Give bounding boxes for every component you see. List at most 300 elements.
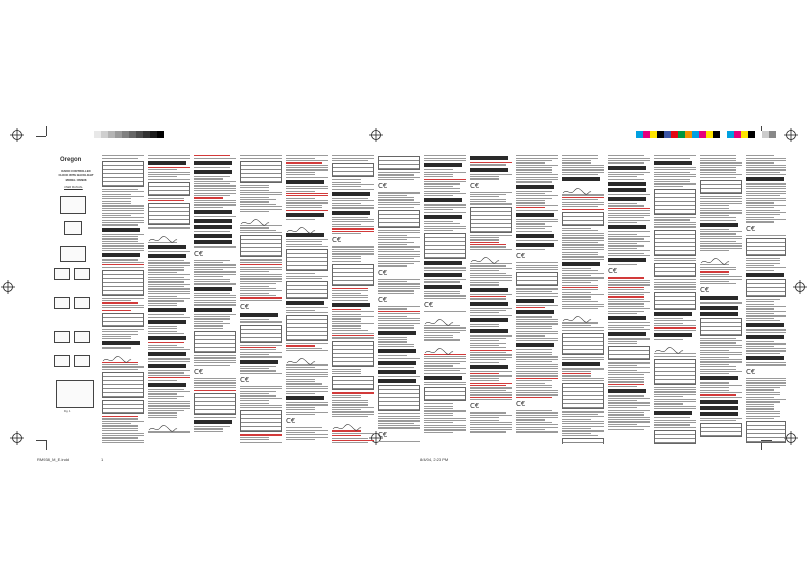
text-line <box>562 252 598 253</box>
text-line <box>194 378 236 379</box>
text-line <box>332 323 374 324</box>
text-line <box>654 186 683 187</box>
text-line <box>378 293 414 294</box>
text-line <box>240 347 276 348</box>
text-line <box>194 276 223 277</box>
text-line <box>286 372 328 373</box>
text-line <box>332 253 374 254</box>
text-line <box>194 231 230 232</box>
text-line <box>148 342 184 343</box>
text-line <box>378 279 420 280</box>
text-line <box>608 327 644 328</box>
text-line <box>332 300 368 301</box>
color-swatch <box>157 131 164 138</box>
spec-table <box>194 393 236 415</box>
text-line <box>102 310 131 311</box>
text-line <box>470 345 499 346</box>
text-line <box>516 422 552 423</box>
text-line <box>562 275 591 276</box>
text-line <box>286 427 322 428</box>
text-line <box>424 223 460 224</box>
spec-table <box>102 313 144 327</box>
text-line <box>240 259 282 260</box>
text-line <box>608 253 644 254</box>
text-line <box>746 416 780 417</box>
text-line <box>194 281 230 282</box>
text-line <box>102 331 138 332</box>
text-line <box>516 373 558 374</box>
spec-table <box>562 333 604 355</box>
text-line <box>746 306 786 307</box>
text-line <box>516 172 552 173</box>
text-line <box>562 373 591 374</box>
text-line <box>746 411 780 412</box>
text-line <box>240 276 282 277</box>
color-swatch <box>706 131 713 138</box>
text-line <box>424 418 466 419</box>
text-line <box>700 387 729 388</box>
text-line <box>102 210 144 211</box>
text-line <box>240 388 282 389</box>
text-line <box>608 284 650 285</box>
text-line <box>332 198 368 199</box>
text-line <box>654 158 690 159</box>
color-swatch <box>129 131 136 138</box>
text-line <box>332 288 368 289</box>
text-line <box>654 226 696 227</box>
text-line <box>332 409 361 410</box>
text-line <box>470 420 499 421</box>
text-line <box>746 318 774 319</box>
table-row <box>103 322 143 326</box>
text-line <box>470 162 512 163</box>
spec-table <box>240 410 282 432</box>
text-line <box>654 279 696 280</box>
text-line <box>424 365 453 366</box>
text-line <box>654 219 690 220</box>
text-line <box>654 176 696 177</box>
section-heading-bar <box>608 389 646 393</box>
text-line <box>424 174 453 175</box>
text-line <box>424 356 466 357</box>
section-heading-bar <box>470 318 508 322</box>
text-line <box>424 413 453 414</box>
text-line <box>286 439 315 440</box>
text-line <box>148 393 177 394</box>
text-line <box>608 264 637 265</box>
text-line <box>424 181 466 182</box>
text-line <box>424 363 460 364</box>
text-line <box>700 283 736 284</box>
text-line <box>700 160 736 161</box>
text-line <box>240 400 269 401</box>
text-line <box>194 176 230 177</box>
text-column <box>608 154 650 444</box>
cmyk-color-bar <box>636 131 776 138</box>
text-line <box>148 274 190 275</box>
section-heading-bar <box>148 352 186 356</box>
text-line <box>608 311 644 312</box>
text-line <box>700 208 729 209</box>
text-line <box>194 185 236 186</box>
text-line <box>608 421 650 422</box>
text-line <box>378 418 420 419</box>
text-line <box>746 219 786 220</box>
section-heading-bar <box>470 156 508 160</box>
text-line <box>424 191 460 192</box>
text-line <box>470 294 512 295</box>
section-heading-bar <box>148 336 186 340</box>
color-swatch <box>720 131 727 138</box>
section-heading-bar <box>516 343 554 347</box>
section-heading-bar <box>746 323 784 327</box>
section-heading-bar <box>148 308 186 312</box>
text-line <box>240 439 269 440</box>
text-line <box>286 430 328 431</box>
text-line <box>286 193 328 194</box>
text-line <box>286 239 328 240</box>
text-line <box>516 210 558 211</box>
text-line <box>516 397 552 398</box>
text-line <box>286 158 315 159</box>
section-heading-bar <box>654 161 692 165</box>
text-line <box>286 278 322 279</box>
text-line <box>102 437 138 438</box>
section-heading-bar <box>148 383 186 387</box>
table-row <box>287 336 327 340</box>
spec-table <box>562 212 604 226</box>
text-line <box>194 365 230 366</box>
text-line <box>148 158 190 159</box>
text-line <box>148 377 190 378</box>
signature-mark <box>424 343 454 352</box>
text-line <box>746 188 786 189</box>
text-line <box>378 249 414 250</box>
text-line <box>240 345 282 346</box>
text-line <box>608 287 644 288</box>
text-line <box>654 217 696 218</box>
color-swatch <box>741 131 748 138</box>
text-line <box>240 281 282 282</box>
text-line <box>148 412 177 413</box>
text-line <box>516 359 558 360</box>
text-line <box>608 282 650 283</box>
ce-mark-icon: C€ <box>746 367 756 376</box>
table-row <box>517 281 557 285</box>
text-line <box>102 435 144 436</box>
section-heading-bar <box>608 188 646 192</box>
text-line <box>240 403 269 404</box>
text-column <box>102 154 144 444</box>
text-line <box>378 327 414 328</box>
text-line <box>470 427 512 428</box>
text-line <box>562 368 604 369</box>
text-line <box>700 205 729 206</box>
text-line <box>424 158 466 159</box>
text-line <box>102 425 138 426</box>
text-line <box>608 222 637 223</box>
text-line <box>424 415 453 416</box>
text-line <box>102 338 131 339</box>
section-heading-bar <box>562 262 600 266</box>
text-line <box>516 321 558 322</box>
text-line <box>470 315 512 316</box>
text-line <box>516 431 558 432</box>
text-line <box>332 325 361 326</box>
text-line <box>194 318 230 319</box>
text-line <box>148 391 190 392</box>
text-line <box>240 319 269 320</box>
text-line <box>562 325 591 326</box>
text-line <box>562 160 591 161</box>
text-line <box>378 306 420 307</box>
text-line <box>424 370 460 371</box>
text-line <box>608 384 644 385</box>
text-line <box>424 172 466 173</box>
text-line <box>654 167 696 168</box>
text-line <box>516 177 558 178</box>
ce-mark-icon: C€ <box>194 367 204 376</box>
text-line <box>378 416 420 417</box>
text-line <box>516 307 545 308</box>
text-line <box>378 199 414 200</box>
text-line <box>700 354 742 355</box>
text-line <box>516 174 558 175</box>
section-heading-bar <box>516 185 554 189</box>
text-line <box>562 299 591 300</box>
table-row <box>379 165 419 169</box>
text-line <box>148 262 190 263</box>
text-line <box>470 392 512 393</box>
text-line <box>746 304 774 305</box>
text-line <box>654 323 683 324</box>
text-line <box>286 202 328 203</box>
text-line <box>562 235 604 236</box>
text-line <box>194 188 236 189</box>
spec-table <box>332 376 374 390</box>
text-line <box>654 286 696 287</box>
text-line <box>102 196 144 197</box>
text-line <box>102 302 138 303</box>
table-row <box>379 406 419 410</box>
text-line <box>332 400 368 401</box>
section-heading-bar <box>608 182 646 186</box>
text-line <box>746 404 774 405</box>
text-line <box>194 167 230 168</box>
text-line <box>516 240 558 241</box>
text-line <box>332 337 374 338</box>
text-line <box>332 311 374 312</box>
text-line <box>608 424 637 425</box>
text-line <box>562 165 604 166</box>
crop-mark <box>46 126 47 136</box>
text-line <box>332 402 368 403</box>
text-line <box>332 258 361 259</box>
text-line <box>424 160 466 161</box>
text-line <box>516 293 558 294</box>
text-line <box>470 399 512 400</box>
text-line <box>562 411 604 412</box>
text-line <box>240 393 269 394</box>
text-line <box>332 328 361 329</box>
text-line <box>746 270 774 271</box>
spec-table <box>332 341 374 367</box>
spec-table <box>424 387 466 401</box>
text-line <box>608 248 637 249</box>
table-row <box>655 272 695 276</box>
text-line <box>424 327 466 328</box>
section-heading-bar <box>378 331 416 335</box>
section-heading-bar <box>148 364 186 368</box>
text-line <box>654 422 696 423</box>
text-line <box>654 420 696 421</box>
text-line <box>562 327 604 328</box>
spec-table <box>746 238 786 256</box>
text-line <box>332 395 361 396</box>
section-heading-bar <box>424 261 462 265</box>
text-line <box>102 259 138 260</box>
section-heading-bar <box>424 215 462 219</box>
text-line <box>148 314 184 315</box>
text-line <box>424 155 466 156</box>
table-row <box>655 380 695 384</box>
text-line <box>700 174 742 175</box>
text-line <box>516 383 545 384</box>
text-line <box>700 382 729 383</box>
lcd-display-figure <box>54 331 70 343</box>
text-line <box>194 269 223 270</box>
text-line <box>470 335 512 336</box>
text-line <box>424 212 466 213</box>
text-line <box>654 424 690 425</box>
text-line <box>332 205 374 206</box>
text-line <box>378 344 414 345</box>
spec-table <box>102 400 144 414</box>
text-line <box>148 251 190 252</box>
text-line <box>608 338 650 339</box>
text-line <box>240 192 282 193</box>
page-number: 1 <box>101 457 104 462</box>
text-line <box>516 319 558 320</box>
text-line <box>378 427 420 428</box>
text-line <box>562 421 604 422</box>
text-line <box>240 278 282 279</box>
text-line <box>700 269 736 270</box>
text-line <box>148 272 177 273</box>
table-row <box>655 210 695 214</box>
text-line <box>378 230 420 231</box>
text-line <box>562 282 591 283</box>
text-line <box>286 437 328 438</box>
text-line <box>562 414 598 415</box>
ce-mark-icon: C€ <box>516 399 526 408</box>
text-line <box>516 361 552 362</box>
text-line <box>608 296 644 297</box>
registration-mark-mid-right <box>793 280 807 294</box>
text-line <box>332 200 374 201</box>
text-line <box>332 416 368 417</box>
text-line <box>470 249 512 250</box>
text-line <box>378 242 414 243</box>
text-line <box>608 208 650 209</box>
text-line <box>562 416 604 417</box>
spec-table <box>240 235 282 257</box>
text-line <box>378 246 420 247</box>
table-row <box>379 223 419 227</box>
spec-table <box>654 359 696 385</box>
text-line <box>194 328 223 329</box>
text-line <box>470 235 512 236</box>
text-line <box>470 277 512 278</box>
spec-table <box>240 161 282 183</box>
text-line <box>746 158 786 159</box>
text-line <box>654 408 696 409</box>
text-line <box>470 308 512 309</box>
text-line <box>470 265 506 266</box>
text-line <box>608 341 637 342</box>
text-line <box>470 431 506 432</box>
text-line <box>746 183 786 184</box>
text-line <box>608 412 644 413</box>
table-row <box>655 305 695 309</box>
text-line <box>746 267 786 268</box>
text-line <box>562 240 604 241</box>
table-row <box>563 221 603 225</box>
text-line <box>286 404 328 405</box>
text-line <box>562 380 604 381</box>
user-manual-label: USER MANUAL <box>64 186 83 189</box>
text-line <box>286 383 322 384</box>
text-line <box>286 374 328 375</box>
text-line <box>562 304 604 305</box>
section-heading-bar <box>148 254 186 258</box>
text-line <box>332 309 361 310</box>
text-line <box>516 390 558 391</box>
brand-logo: Oregon <box>60 157 82 163</box>
section-heading-bar <box>194 234 232 238</box>
clock-back-figure <box>64 221 82 235</box>
section-heading-bar <box>332 192 370 196</box>
text-line <box>378 425 420 426</box>
spec-table <box>378 210 420 228</box>
text-line <box>700 215 729 216</box>
text-line <box>516 333 558 334</box>
text-line <box>700 271 729 272</box>
text-line <box>332 182 361 183</box>
signature-mark <box>240 214 270 223</box>
text-line <box>608 379 644 380</box>
text-line <box>654 325 696 326</box>
text-line <box>654 406 696 407</box>
text-line <box>746 392 780 393</box>
text-line <box>332 221 374 222</box>
text-line <box>608 325 650 326</box>
text-line <box>700 155 736 156</box>
text-line <box>332 189 374 190</box>
text-line <box>332 333 374 334</box>
text-column <box>516 154 558 444</box>
text-line <box>286 350 328 351</box>
text-line <box>286 205 322 206</box>
section-heading-bar <box>194 225 232 229</box>
text-line <box>746 186 786 187</box>
text-line <box>378 244 407 245</box>
section-heading-bar <box>286 396 324 400</box>
text-line <box>424 183 460 184</box>
color-swatch <box>650 131 657 138</box>
text-line <box>102 329 144 330</box>
text-line <box>378 235 407 236</box>
